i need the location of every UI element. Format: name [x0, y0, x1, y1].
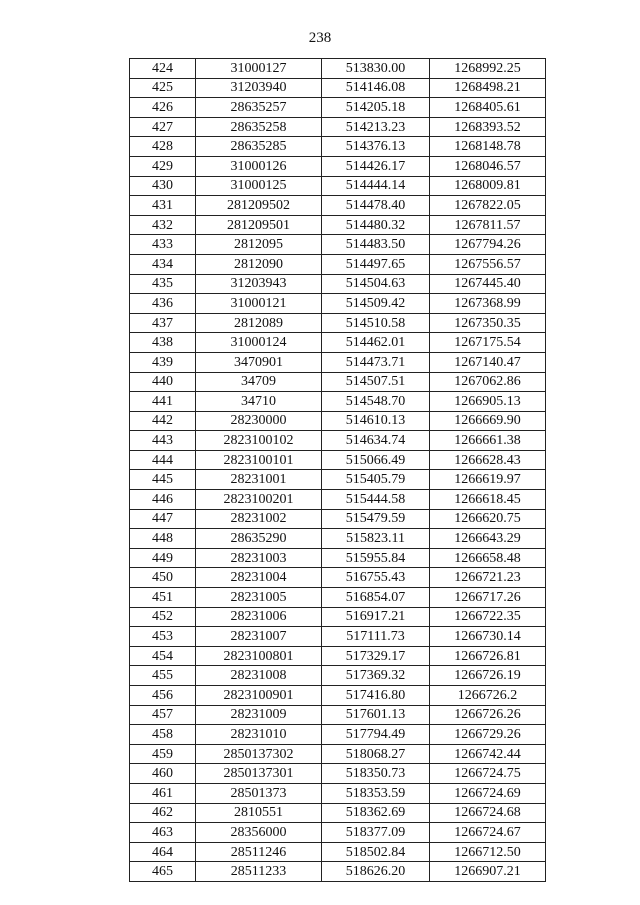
point-code-cell: 28231001 [196, 470, 322, 490]
x-coordinate-cell: 515479.59 [322, 509, 430, 529]
y-coordinate-cell: 1267062.86 [430, 372, 546, 392]
point-code-cell: 28635290 [196, 529, 322, 549]
point-number-cell: 438 [130, 333, 196, 353]
point-code-cell: 28511233 [196, 862, 322, 882]
x-coordinate-cell: 514462.01 [322, 333, 430, 353]
point-number-cell: 455 [130, 666, 196, 686]
table-row [130, 666, 546, 686]
y-coordinate-cell: 1268498.21 [430, 78, 546, 98]
point-code-cell: 31000121 [196, 294, 322, 314]
y-coordinate-cell: 1266618.45 [430, 490, 546, 510]
point-number-cell: 460 [130, 764, 196, 784]
point-number-cell: 449 [130, 548, 196, 568]
x-coordinate-cell: 514480.32 [322, 215, 430, 235]
point-number-cell: 456 [130, 686, 196, 706]
point-number-cell: 433 [130, 235, 196, 255]
y-coordinate-cell: 1266724.68 [430, 803, 546, 823]
point-code-cell: 31203940 [196, 78, 322, 98]
y-coordinate-cell: 1266643.29 [430, 529, 546, 549]
x-coordinate-cell: 518502.84 [322, 842, 430, 862]
table-row [130, 117, 546, 137]
point-number-cell: 435 [130, 274, 196, 294]
y-coordinate-cell: 1266905.13 [430, 392, 546, 412]
point-code-cell: 2810551 [196, 803, 322, 823]
table-row [130, 294, 546, 314]
point-number-cell: 442 [130, 411, 196, 431]
table-row [130, 254, 546, 274]
x-coordinate-cell: 516854.07 [322, 588, 430, 608]
point-code-cell: 2850137301 [196, 764, 322, 784]
point-number-cell: 450 [130, 568, 196, 588]
point-code-cell: 28231005 [196, 588, 322, 608]
x-coordinate-cell: 514634.74 [322, 431, 430, 451]
point-number-cell: 425 [130, 78, 196, 98]
table-row [130, 509, 546, 529]
point-number-cell: 463 [130, 823, 196, 843]
point-code-cell: 34709 [196, 372, 322, 392]
table-row [130, 392, 546, 412]
point-code-cell: 28231006 [196, 607, 322, 627]
table-row [130, 450, 546, 470]
point-number-cell: 426 [130, 98, 196, 118]
y-coordinate-cell: 1267822.05 [430, 196, 546, 216]
point-code-cell: 31000126 [196, 156, 322, 176]
point-code-cell: 28231002 [196, 509, 322, 529]
x-coordinate-cell: 514504.63 [322, 274, 430, 294]
point-number-cell: 448 [130, 529, 196, 549]
x-coordinate-cell: 514205.18 [322, 98, 430, 118]
table-row [130, 333, 546, 353]
point-number-cell: 462 [130, 803, 196, 823]
x-coordinate-cell: 516755.43 [322, 568, 430, 588]
table-row [130, 705, 546, 725]
y-coordinate-cell: 1266628.43 [430, 450, 546, 470]
point-code-cell: 28231010 [196, 725, 322, 745]
table-row [130, 215, 546, 235]
point-number-cell: 457 [130, 705, 196, 725]
table-row [130, 627, 546, 647]
table-row [130, 470, 546, 490]
coordinates-table [129, 58, 546, 882]
table-row [130, 646, 546, 666]
y-coordinate-cell: 1266724.69 [430, 783, 546, 803]
table-row [130, 744, 546, 764]
y-coordinate-cell: 1267445.40 [430, 274, 546, 294]
x-coordinate-cell: 514426.17 [322, 156, 430, 176]
x-coordinate-cell: 514444.14 [322, 176, 430, 196]
x-coordinate-cell: 515405.79 [322, 470, 430, 490]
x-coordinate-cell: 517416.80 [322, 686, 430, 706]
point-number-cell: 427 [130, 117, 196, 137]
point-code-cell: 28230000 [196, 411, 322, 431]
point-number-cell: 432 [130, 215, 196, 235]
point-code-cell: 28231009 [196, 705, 322, 725]
table-row [130, 686, 546, 706]
x-coordinate-cell: 515066.49 [322, 450, 430, 470]
y-coordinate-cell: 1267175.54 [430, 333, 546, 353]
y-coordinate-cell: 1266619.97 [430, 470, 546, 490]
point-number-cell: 445 [130, 470, 196, 490]
point-code-cell: 28231003 [196, 548, 322, 568]
table-row [130, 725, 546, 745]
y-coordinate-cell: 1267794.26 [430, 235, 546, 255]
point-number-cell: 439 [130, 352, 196, 372]
table-row [130, 156, 546, 176]
point-code-cell: 281209501 [196, 215, 322, 235]
y-coordinate-cell: 1268046.57 [430, 156, 546, 176]
table-row [130, 372, 546, 392]
point-number-cell: 451 [130, 588, 196, 608]
point-code-cell: 2823100102 [196, 431, 322, 451]
x-coordinate-cell: 514483.50 [322, 235, 430, 255]
table-row [130, 764, 546, 784]
point-code-cell: 28501373 [196, 783, 322, 803]
point-code-cell: 28356000 [196, 823, 322, 843]
table-row [130, 411, 546, 431]
point-number-cell: 430 [130, 176, 196, 196]
y-coordinate-cell: 1267556.57 [430, 254, 546, 274]
y-coordinate-cell: 1266907.21 [430, 862, 546, 882]
y-coordinate-cell: 1266726.19 [430, 666, 546, 686]
point-number-cell: 452 [130, 607, 196, 627]
point-number-cell: 447 [130, 509, 196, 529]
point-code-cell: 28635257 [196, 98, 322, 118]
point-number-cell: 429 [130, 156, 196, 176]
table-row [130, 196, 546, 216]
point-number-cell: 424 [130, 59, 196, 79]
x-coordinate-cell: 518362.69 [322, 803, 430, 823]
y-coordinate-cell: 1266669.90 [430, 411, 546, 431]
page-number: 238 [308, 30, 332, 46]
table-row [130, 235, 546, 255]
point-code-cell: 31000124 [196, 333, 322, 353]
table-row [130, 568, 546, 588]
x-coordinate-cell: 514146.08 [322, 78, 430, 98]
x-coordinate-cell: 515444.58 [322, 490, 430, 510]
x-coordinate-cell: 516917.21 [322, 607, 430, 627]
point-code-cell: 2823100901 [196, 686, 322, 706]
y-coordinate-cell: 1267140.47 [430, 352, 546, 372]
point-code-cell: 28231008 [196, 666, 322, 686]
point-number-cell: 465 [130, 862, 196, 882]
x-coordinate-cell: 514478.40 [322, 196, 430, 216]
y-coordinate-cell: 1266658.48 [430, 548, 546, 568]
point-number-cell: 453 [130, 627, 196, 647]
y-coordinate-cell: 1268405.61 [430, 98, 546, 118]
table-row [130, 548, 546, 568]
point-code-cell: 31000127 [196, 59, 322, 79]
y-coordinate-cell: 1266721.23 [430, 568, 546, 588]
y-coordinate-cell: 1266742.44 [430, 744, 546, 764]
table-row [130, 529, 546, 549]
point-code-cell: 2812090 [196, 254, 322, 274]
table-row [130, 176, 546, 196]
x-coordinate-cell: 518350.73 [322, 764, 430, 784]
point-code-cell: 28511246 [196, 842, 322, 862]
x-coordinate-cell: 514213.23 [322, 117, 430, 137]
table-row [130, 274, 546, 294]
x-coordinate-cell: 517601.13 [322, 705, 430, 725]
y-coordinate-cell: 1266726.26 [430, 705, 546, 725]
x-coordinate-cell: 517329.17 [322, 646, 430, 666]
x-coordinate-cell: 515823.11 [322, 529, 430, 549]
table-row [130, 78, 546, 98]
y-coordinate-cell: 1267350.35 [430, 313, 546, 333]
point-number-cell: 454 [130, 646, 196, 666]
y-coordinate-cell: 1266712.50 [430, 842, 546, 862]
point-number-cell: 431 [130, 196, 196, 216]
point-code-cell: 31203943 [196, 274, 322, 294]
point-code-cell: 281209502 [196, 196, 322, 216]
table-row [130, 862, 546, 882]
table-row [130, 137, 546, 157]
x-coordinate-cell: 515955.84 [322, 548, 430, 568]
y-coordinate-cell: 1266661.38 [430, 431, 546, 451]
point-code-cell: 28231007 [196, 627, 322, 647]
point-number-cell: 461 [130, 783, 196, 803]
point-code-cell: 2812095 [196, 235, 322, 255]
x-coordinate-cell: 514473.71 [322, 352, 430, 372]
point-code-cell: 34710 [196, 392, 322, 412]
y-coordinate-cell: 1268009.81 [430, 176, 546, 196]
point-number-cell: 443 [130, 431, 196, 451]
y-coordinate-cell: 1266620.75 [430, 509, 546, 529]
point-code-cell: 31000125 [196, 176, 322, 196]
table-row [130, 823, 546, 843]
y-coordinate-cell: 1268393.52 [430, 117, 546, 137]
y-coordinate-cell: 1266722.35 [430, 607, 546, 627]
point-number-cell: 446 [130, 490, 196, 510]
point-code-cell: 2823100101 [196, 450, 322, 470]
x-coordinate-cell: 513830.00 [322, 59, 430, 79]
point-number-cell: 441 [130, 392, 196, 412]
point-code-cell: 2850137302 [196, 744, 322, 764]
x-coordinate-cell: 514376.13 [322, 137, 430, 157]
table-row [130, 490, 546, 510]
y-coordinate-cell: 1266724.67 [430, 823, 546, 843]
x-coordinate-cell: 514497.65 [322, 254, 430, 274]
x-coordinate-cell: 514510.58 [322, 313, 430, 333]
x-coordinate-cell: 518377.09 [322, 823, 430, 843]
point-code-cell: 2812089 [196, 313, 322, 333]
table-row [130, 842, 546, 862]
point-number-cell: 444 [130, 450, 196, 470]
point-number-cell: 464 [130, 842, 196, 862]
x-coordinate-cell: 514610.13 [322, 411, 430, 431]
x-coordinate-cell: 514507.51 [322, 372, 430, 392]
point-number-cell: 428 [130, 137, 196, 157]
table-row [130, 98, 546, 118]
table-row [130, 783, 546, 803]
table-row [130, 588, 546, 608]
y-coordinate-cell: 1266724.75 [430, 764, 546, 784]
y-coordinate-cell: 1266717.26 [430, 588, 546, 608]
point-code-cell: 3470901 [196, 352, 322, 372]
x-coordinate-cell: 517794.49 [322, 725, 430, 745]
table-row [130, 313, 546, 333]
point-number-cell: 437 [130, 313, 196, 333]
x-coordinate-cell: 518068.27 [322, 744, 430, 764]
point-number-cell: 434 [130, 254, 196, 274]
point-number-cell: 440 [130, 372, 196, 392]
x-coordinate-cell: 518626.20 [322, 862, 430, 882]
y-coordinate-cell: 1267368.99 [430, 294, 546, 314]
y-coordinate-cell: 1268992.25 [430, 59, 546, 79]
point-code-cell: 28231004 [196, 568, 322, 588]
y-coordinate-cell: 1266730.14 [430, 627, 546, 647]
point-number-cell: 436 [130, 294, 196, 314]
point-code-cell: 2823100201 [196, 490, 322, 510]
y-coordinate-cell: 1266729.26 [430, 725, 546, 745]
x-coordinate-cell: 517111.73 [322, 627, 430, 647]
point-code-cell: 28635285 [196, 137, 322, 157]
y-coordinate-cell: 1266726.2 [430, 686, 546, 706]
y-coordinate-cell: 1268148.78 [430, 137, 546, 157]
x-coordinate-cell: 514548.70 [322, 392, 430, 412]
x-coordinate-cell: 518353.59 [322, 783, 430, 803]
table-row [130, 803, 546, 823]
x-coordinate-cell: 517369.32 [322, 666, 430, 686]
point-code-cell: 28635258 [196, 117, 322, 137]
table-row [130, 607, 546, 627]
point-number-cell: 458 [130, 725, 196, 745]
point-code-cell: 2823100801 [196, 646, 322, 666]
table-row [130, 59, 546, 79]
table-body [130, 59, 546, 882]
table-row [130, 352, 546, 372]
y-coordinate-cell: 1266726.81 [430, 646, 546, 666]
point-number-cell: 459 [130, 744, 196, 764]
x-coordinate-cell: 514509.42 [322, 294, 430, 314]
y-coordinate-cell: 1267811.57 [430, 215, 546, 235]
table-row [130, 431, 546, 451]
